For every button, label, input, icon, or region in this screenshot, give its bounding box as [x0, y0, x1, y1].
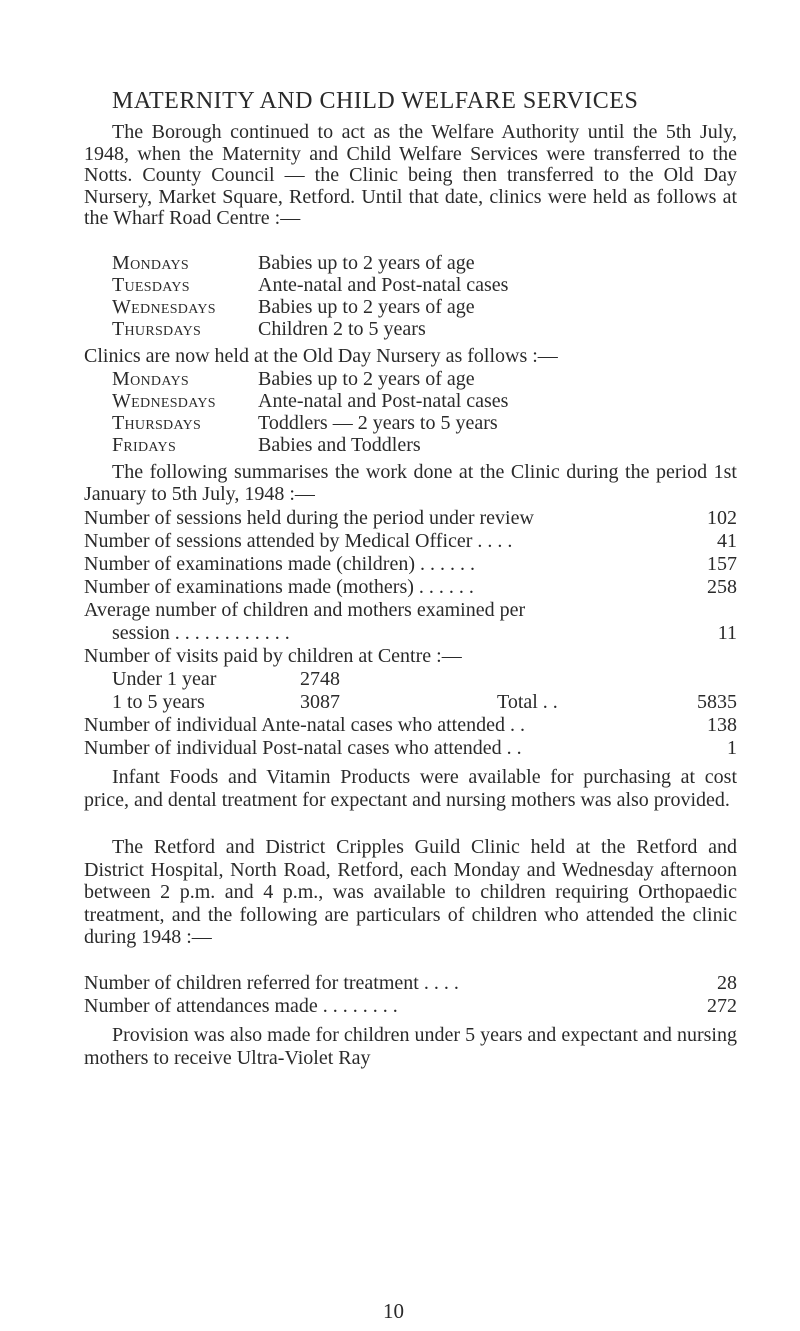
- schedule-before-day-2: Tuesdays: [112, 274, 190, 296]
- exam-mothers-value: 258: [707, 576, 737, 598]
- attendances-value: 272: [707, 995, 737, 1017]
- medical-officer-label: Number of sessions attended by Medical Officer . . . .: [84, 530, 513, 552]
- infant-foods-paragraph: [84, 766, 737, 811]
- schedule-now-day-2: Wednesdays: [112, 390, 216, 412]
- schedule-before-day-4: Thursdays: [112, 318, 202, 340]
- exam-children-label: Number of examinations made (children) . . . . . .: [84, 553, 475, 575]
- page-heading: MATERNITY AND CHILD WELFARE SERVICES: [112, 88, 639, 114]
- schedule-now-desc-3: Toddlers — 2 years to 5 years: [258, 412, 498, 434]
- schedule-now-day-3: Thursdays: [112, 412, 202, 434]
- intro-text: The Borough continued to act as the Welfare Authority until the 5th July, 1948, when the Maternity and Child Welfare Services were transferred to the Notts. County Council — the Clinic being then transferred to the Old Day Nursery, Market Square, Retford. Until that date, clinics were held as follows at the Wharf Road Centre :—: [84, 121, 737, 229]
- infant-foods-text: Infant Foods and Vitamin Products were available for purchasing at cost price, and dental treatment for expectant and nursing mothers was also provided.: [84, 766, 737, 811]
- ultra-violet-text: Provision was also made for children under 5 years and expectant and nursing mothers to receive Ultra-Violet Ray: [84, 1024, 737, 1069]
- attendances-label: Number of attendances made . . . . . . . .: [84, 995, 398, 1017]
- schedule-before-desc-1: Babies up to 2 years of age: [258, 252, 475, 274]
- referred-label: Number of children referred for treatment . . . .: [84, 972, 459, 994]
- summary-intro-text: The following summarises the work done at the Clinic during the period 1st January to 5th July, 1948 :—: [84, 461, 737, 505]
- postnatal-label: Number of individual Post-natal cases who attended . .: [84, 737, 522, 759]
- postnatal-value: 1: [727, 737, 737, 759]
- exam-children-value: 157: [707, 553, 737, 575]
- schedule-before-day-3: Wednesdays: [112, 296, 216, 318]
- sessions-value: 102: [707, 507, 737, 529]
- medical-officer-value: 41: [717, 530, 737, 552]
- average-label-line-2: session . . . . . . . . . . . .: [112, 622, 290, 644]
- visits-label: Number of visits paid by children at Centre :—: [84, 645, 462, 667]
- total-label: Total . .: [497, 691, 558, 713]
- schedule-before-desc-4: Children 2 to 5 years: [258, 318, 426, 340]
- schedule-now-day-4: Fridays: [112, 434, 177, 456]
- total-value: 5835: [697, 691, 737, 713]
- schedule-before-desc-2: Ante-natal and Post-natal cases: [258, 274, 509, 296]
- intro-paragraph: [84, 122, 737, 230]
- schedule-now-day-1: Mondays: [112, 368, 189, 390]
- cripples-guild-text: The Retford and District Cripples Guild Clinic held at the Retford and District Hospital, North Road, Retford, each Monday and Wednesday afternoon between 2 p.m. and 4 p.m., was available to children requiring Orthopaedic treatment, and the following are particulars of children who attended the clinic during 1948 :—: [84, 836, 737, 948]
- now-intro: Clinics are now held at the Old Day Nursery as follows :—: [84, 345, 558, 367]
- schedule-now-desc-1: Babies up to 2 years of age: [258, 368, 475, 390]
- sessions-label: Number of sessions held during the period under review: [84, 507, 534, 529]
- summary-intro-paragraph: [84, 462, 737, 505]
- antenatal-value: 138: [707, 714, 737, 736]
- one-to-five-value: 3087: [300, 691, 340, 713]
- page-number: 10: [383, 1299, 404, 1323]
- under-1-label: Under 1 year: [112, 668, 217, 690]
- under-1-value: 2748: [300, 668, 340, 690]
- schedule-now-desc-4: Babies and Toddlers: [258, 434, 421, 456]
- one-to-five-label: 1 to 5 years: [112, 691, 205, 713]
- average-label-line-1: Average number of children and mothers examined per: [84, 599, 526, 621]
- schedule-now-desc-2: Ante-natal and Post-natal cases: [258, 390, 509, 412]
- exam-mothers-label: Number of examinations made (mothers) . . . . . .: [84, 576, 474, 598]
- average-value: 11: [717, 622, 737, 644]
- referred-value: 28: [717, 972, 737, 994]
- cripples-guild-paragraph: [84, 836, 737, 949]
- antenatal-label: Number of individual Ante-natal cases who attended . .: [84, 714, 525, 736]
- ultra-violet-paragraph: [84, 1024, 737, 1069]
- schedule-before-desc-3: Babies up to 2 years of age: [258, 296, 475, 318]
- schedule-before-day-1: Mondays: [112, 252, 189, 274]
